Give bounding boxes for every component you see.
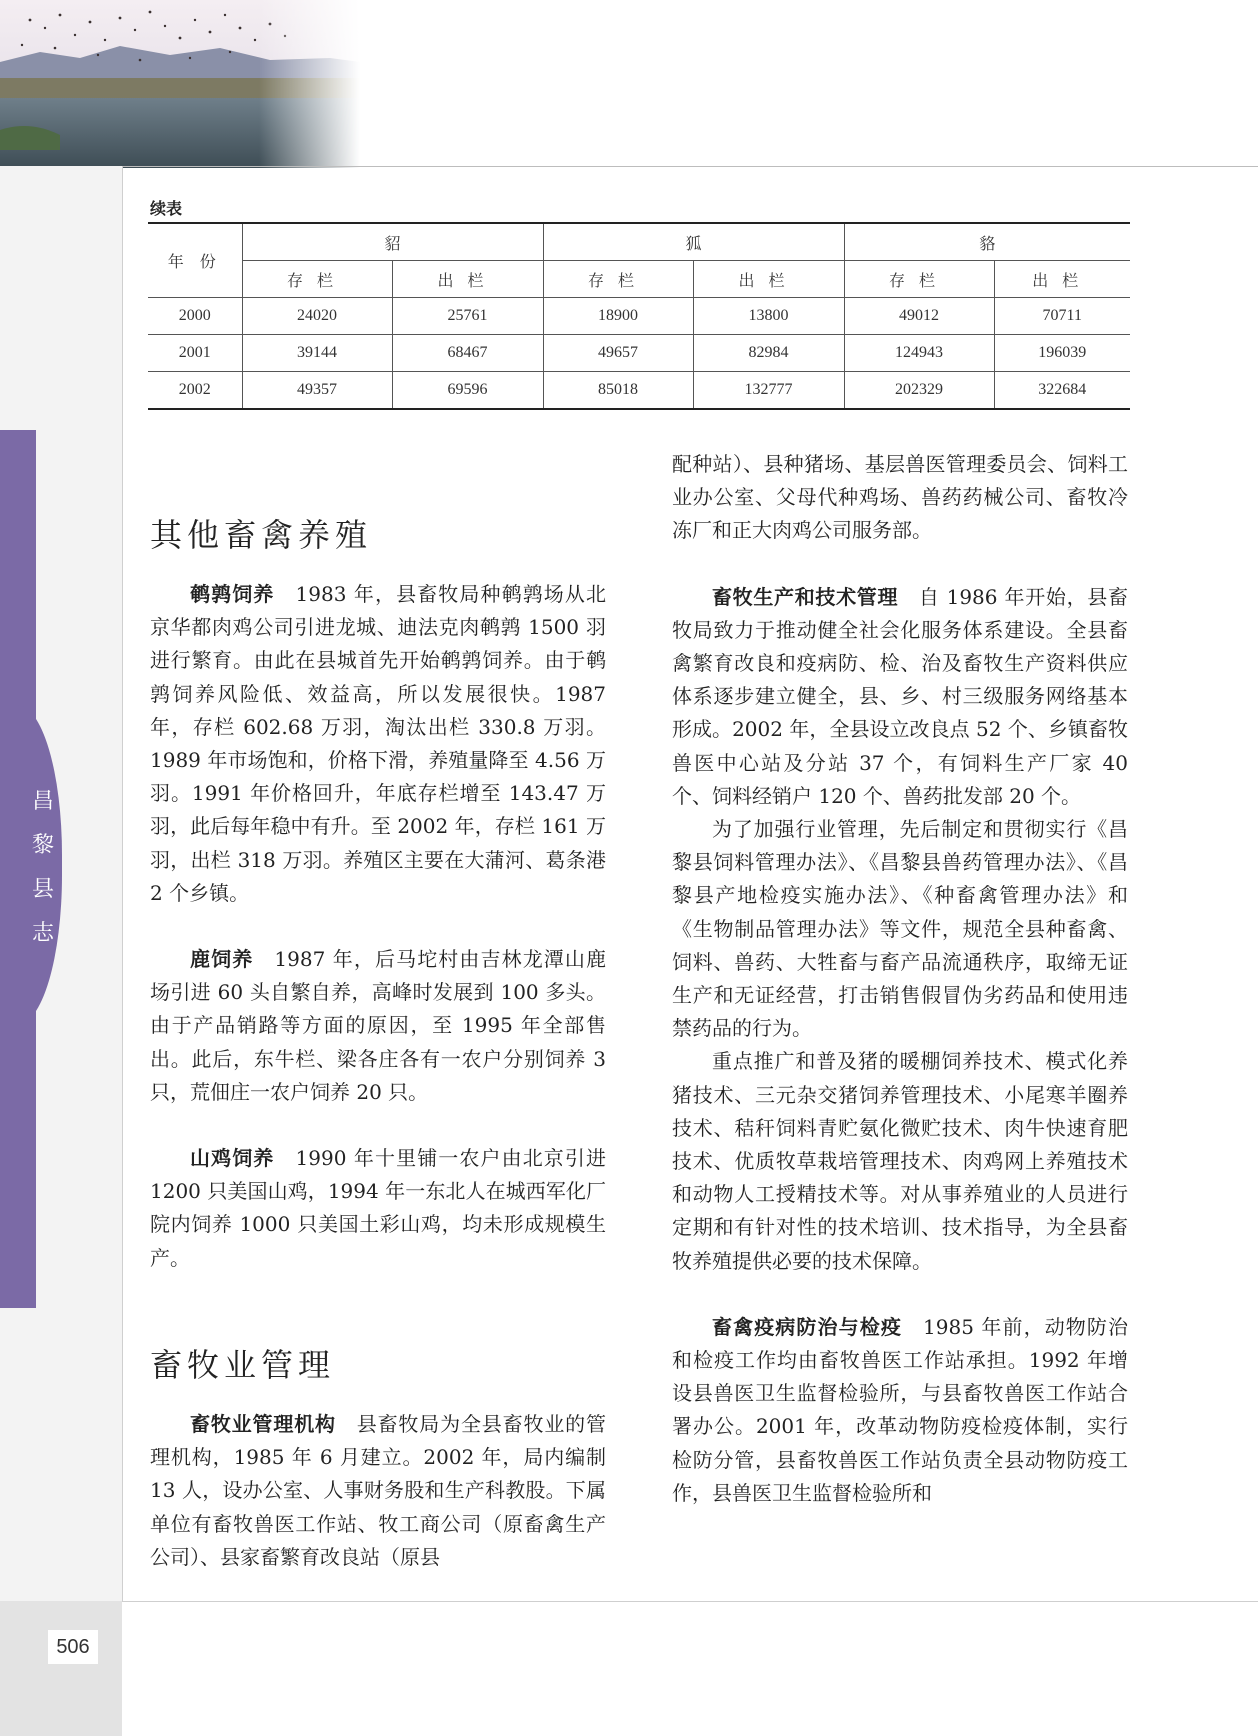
table-cell: 124943 bbox=[844, 335, 994, 372]
table-row bbox=[148, 335, 1130, 372]
table-cell: 39144 bbox=[242, 335, 392, 372]
table-cell: 49357 bbox=[242, 372, 392, 410]
sub-header: 存栏 bbox=[543, 261, 693, 298]
table-cell: 202329 bbox=[844, 372, 994, 410]
table-cell-year: 2001 bbox=[148, 335, 242, 372]
sub-header: 存栏 bbox=[844, 261, 994, 298]
table-cell: 82984 bbox=[693, 335, 844, 372]
header-rule bbox=[0, 166, 1258, 167]
left-column-top bbox=[150, 578, 606, 1275]
paragraph-regulation: 为了加强行业管理，先后制定和贯彻实行《昌黎县饲料管理办法》、《昌黎县兽药管理办法》、《昌黎县产地检疫实施办法》、《种畜禽管理办法》和《生物制品管理办法》等文件，规范全县种畜禽、饲料、兽药、大牲畜与畜产品流通秩序，取缔无证生产和无证经营，打击销售假冒伪劣药品和使用违禁药品的行为。 bbox=[672, 817, 1128, 1041]
paragraph-quail bbox=[150, 578, 606, 910]
table-cell: 49657 bbox=[543, 335, 693, 372]
table-cell: 24020 bbox=[242, 298, 392, 335]
subsection-title: 畜牧业管理机构 bbox=[190, 1412, 336, 1436]
sub-header: 出栏 bbox=[994, 261, 1130, 298]
table-row bbox=[148, 372, 1130, 410]
sub-header: 存栏 bbox=[242, 261, 392, 298]
paragraph-text: 1987 年，后马坨村由吉林龙潭山鹿场引进 60 头自繁自养，高峰时发展到 100 多头。由于产品销路等方面的原因，至 1995 年全部售出。此后，东牛栏、梁各庄各有一农户分别饲养 3 只，荒佃庄一农户饲养 20 只。 bbox=[150, 947, 607, 1104]
right-column bbox=[672, 448, 1128, 1510]
side-label: 昌黎县志 bbox=[31, 789, 54, 946]
paragraph-production bbox=[672, 581, 1128, 813]
table-cell: 322684 bbox=[994, 372, 1130, 410]
paragraph-text: 1983 年，县畜牧局种鹌鹑场从北京华都肉鸡公司引进龙城、迪法克肉鹌鹑 1500 羽进行繁育。由此在县城首先开始鹌鹑饲养。由于鹌鹑饲养风险低、效益高，所以发展很快。1987 年，存栏 602.68 万羽，淘汰出栏 330.8 万羽。1989 年市场饱和，价格下滑，养殖量降至 4.56 万羽。1991 年价格回升，年底存栏增至 143.47 万羽，此后每年稳中有升。至 2002 年，存栏 161 万羽，出栏 318 万羽。养殖区主要在大蒲河、葛条港 2 个乡镇。 bbox=[150, 582, 607, 905]
table-cell: 25761 bbox=[392, 298, 543, 335]
table-cell-year: 2000 bbox=[148, 298, 242, 335]
table-caption: 续表 bbox=[150, 199, 183, 218]
group-header: 狐 bbox=[543, 223, 844, 261]
sub-header: 出栏 bbox=[693, 261, 844, 298]
header-photo bbox=[0, 0, 360, 168]
section-heading-other-livestock: 其他畜禽养殖 bbox=[150, 516, 373, 554]
subsection-title: 鹿饲养 bbox=[190, 947, 254, 972]
table-cell: 68467 bbox=[392, 335, 543, 372]
subsection-title: 畜牧生产和技术管理 bbox=[712, 584, 899, 609]
paragraph-text: 1990 年十里铺一农户由北京引进 1200 只美国山鸡，1994 年一东北人在城西军化厂院内饲养 1000 只美国土彩山鸡，均未形成规模生产。 bbox=[150, 1146, 607, 1270]
paragraph-text: 1985 年前，动物防治和检疫工作均由畜牧兽医工作站承担。1992 年增设县兽医卫生监督检验所，与县畜牧兽医工作站合署办公。2001 年，改革动物防疫检疫体制，实行检防分管，县畜牧兽医工作站负责全县动物防疫工作，县兽医卫生监督检验所和 bbox=[672, 1314, 1129, 1505]
table-cell: 49012 bbox=[844, 298, 994, 335]
table-cell: 85018 bbox=[543, 372, 693, 410]
footer-rule bbox=[122, 1601, 1258, 1602]
paragraph-org-continued: 配种站）、县种猪场、基层兽医管理委员会、饲料工业办公室、父母代种鸡场、兽药药械公司、畜牧冷冻厂和正大肉鸡公司服务部。 bbox=[672, 452, 1128, 543]
subsection-title: 鹌鹑饲养 bbox=[190, 582, 275, 606]
table-row bbox=[148, 298, 1130, 335]
paragraph-pheasant bbox=[150, 1142, 606, 1275]
group-header: 貂 bbox=[242, 223, 543, 261]
subsection-title: 山鸡饲养 bbox=[190, 1146, 275, 1171]
livestock-table bbox=[148, 222, 1130, 410]
table-cell: 69596 bbox=[392, 372, 543, 410]
table-cell-year: 2002 bbox=[148, 372, 242, 410]
group-header: 貉 bbox=[844, 223, 1130, 261]
table-cell: 13800 bbox=[693, 298, 844, 335]
paragraph-org bbox=[150, 1408, 606, 1574]
table-cell: 132777 bbox=[693, 372, 844, 410]
paragraph-deer bbox=[150, 943, 606, 1109]
paragraph-disease bbox=[672, 1311, 1128, 1510]
margin-rule bbox=[122, 166, 123, 1602]
paragraph-text: 县畜牧局为全县畜牧业的管理机构，1985 年 6 月建立。2002 年，局内编制 13 人，设办公室、人事财务股和生产科教股。下属单位有畜牧兽医工作站、牧工商公司（原畜禽生产公司）、县家畜繁育改良站（原县 bbox=[150, 1412, 607, 1569]
table-cell: 196039 bbox=[994, 335, 1130, 372]
left-column-bottom bbox=[150, 1408, 606, 1574]
page-number: 506 bbox=[48, 1630, 98, 1664]
paragraph-techniques: 重点推广和普及猪的暖棚饲养技术、模式化养猪技术、三元杂交猪饲养管理技术、小尾寒羊圈养技术、秸秆饲料青贮氨化微贮技术、肉牛快速育肥技术、优质牧草栽培管理技术、肉鸡网上养殖技术和动物人工授精技术等。对从事养殖业的人员进行定期和有针对性的技术培训、技术指导，为全县畜牧养殖提供必要的技术保障。 bbox=[672, 1049, 1128, 1273]
subsection-title: 畜禽疫病防治与检疫 bbox=[712, 1314, 902, 1339]
sub-header: 出栏 bbox=[392, 261, 543, 298]
year-header: 年 份 bbox=[148, 223, 242, 298]
footer-margin bbox=[0, 1601, 122, 1736]
table-cell: 70711 bbox=[994, 298, 1130, 335]
table-cell: 18900 bbox=[543, 298, 693, 335]
section-heading-management: 畜牧业管理 bbox=[150, 1346, 336, 1384]
paragraph-text: 自 1986 年开始，县畜牧局致力于推动健全社会化服务体系建设。全县畜禽繁育改良和疫病防、检、治及畜牧生产资料供应体系逐步建立健全，县、乡、村三级服务网络基本形成。2002 年，全县设立改良点 52 个、乡镇畜牧兽医中心站及分站 37 个，有饲料生产厂家 40 个、饲料经销户 120 个、兽药批发部 20 个。 bbox=[672, 584, 1128, 808]
